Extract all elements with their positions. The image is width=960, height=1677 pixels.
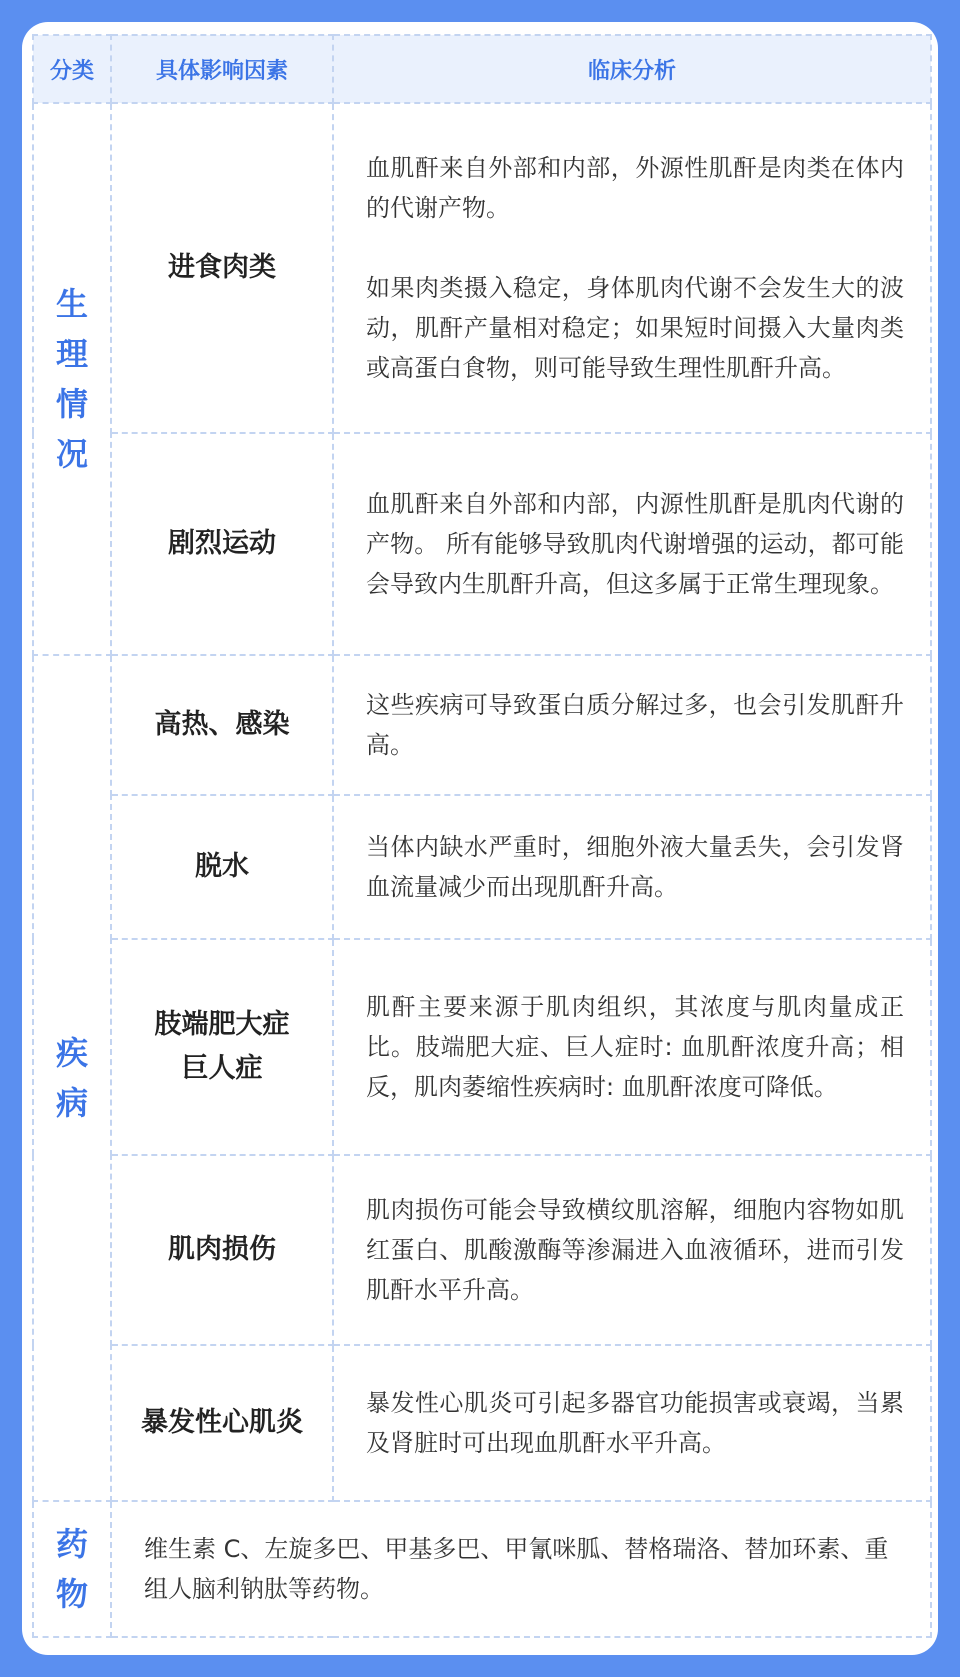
- analysis-paragraph: 血肌酐来自外部和内部，内源性肌酐是肌肉代谢的产物。 所有能够导致肌肉代谢增强的运动，都可能会导致内生肌酐升高，但这多属于正常生理现象。: [366, 490, 904, 598]
- analysis-paragraph: 肌肉损伤可能会导致横纹肌溶解，细胞内容物如肌红蛋白、肌酸激酶等渗漏进入血液循环，进而引发肌酐水平升高。: [366, 1196, 904, 1304]
- analysis-paragraph: 血肌酐来自外部和内部，外源性肌酐是肉类在体内的代谢产物。: [366, 154, 904, 222]
- table-row: [33, 1155, 931, 1345]
- factor-line: 巨人症: [181, 1053, 263, 1084]
- analysis-muscle-injury: [333, 1155, 931, 1345]
- header-row: [33, 35, 931, 103]
- factor-meat-intake: 进食肉类: [111, 103, 333, 433]
- table-row: [33, 655, 931, 795]
- category-physiological: [33, 103, 111, 655]
- category-drugs: [33, 1501, 111, 1637]
- factor-dehydration: 脱水: [111, 795, 333, 939]
- analysis-paragraph: 暴发性心肌炎可引起多器官功能损害或衰竭，当累及肾脏时可出现血肌酐水平升高。: [366, 1389, 904, 1457]
- header-factor: 具体影响因素: [111, 35, 333, 103]
- drugs-list: 维生素 C、左旋多巴、甲基多巴、甲氰咪胍、替格瑞洛、替加环素、重组人脑利钠肽等药物。: [111, 1501, 931, 1637]
- factor-line: 肢端肥大症: [154, 1009, 290, 1040]
- category-label: 药物: [56, 1525, 89, 1613]
- analysis-dehydration: [333, 795, 931, 939]
- analysis-paragraph: 如果肉类摄入稳定，身体肌肉代谢不会发生大的波动，肌酐产量相对稳定；如果短时间摄入大量肉类或高蛋白食物，则可能导致生理性肌酐升高。: [366, 274, 904, 382]
- factor-fever-infection: 高热、感染: [111, 655, 333, 795]
- analysis-paragraph: 这些疾病可导致蛋白质分解过多，也会引发肌酐升高。: [366, 691, 904, 759]
- analysis-paragraph: 肌酐主要来源于肌肉组织，其浓度与肌肉量成正比。肢端肥大症、巨人症时: 血肌酐浓度升高；相反，肌肉萎缩性疾病时: 血肌酐浓度可降低。: [366, 993, 904, 1101]
- analysis-fulminant-myocarditis: [333, 1345, 931, 1501]
- analysis-acromegaly: [333, 939, 931, 1155]
- analysis-paragraph: 当体内缺水严重时，细胞外液大量丢失，会引发肾血流量减少而出现肌酐升高。: [366, 833, 904, 901]
- table-row: [33, 939, 931, 1155]
- table-card: [22, 22, 938, 1655]
- table-row: [33, 433, 931, 655]
- table-row: [33, 1501, 931, 1637]
- table-row: [33, 103, 931, 433]
- category-disease: [33, 655, 111, 1501]
- analysis-fever-infection: [333, 655, 931, 795]
- category-label: 疾病: [56, 1034, 89, 1122]
- table-row: [33, 795, 931, 939]
- factor-muscle-injury: 肌肉损伤: [111, 1155, 333, 1345]
- header-analysis: 临床分析: [333, 35, 931, 103]
- category-label: 生理情况: [56, 285, 89, 473]
- factor-exercise: 剧烈运动: [111, 433, 333, 655]
- table-row: [33, 1345, 931, 1501]
- creatinine-factors-table: [32, 34, 932, 1638]
- analysis-meat-intake: [333, 103, 931, 433]
- analysis-exercise: [333, 433, 931, 655]
- factor-acromegaly: [111, 939, 333, 1155]
- factor-fulminant-myocarditis: 暴发性心肌炎: [111, 1345, 333, 1501]
- header-category: 分类: [33, 35, 111, 103]
